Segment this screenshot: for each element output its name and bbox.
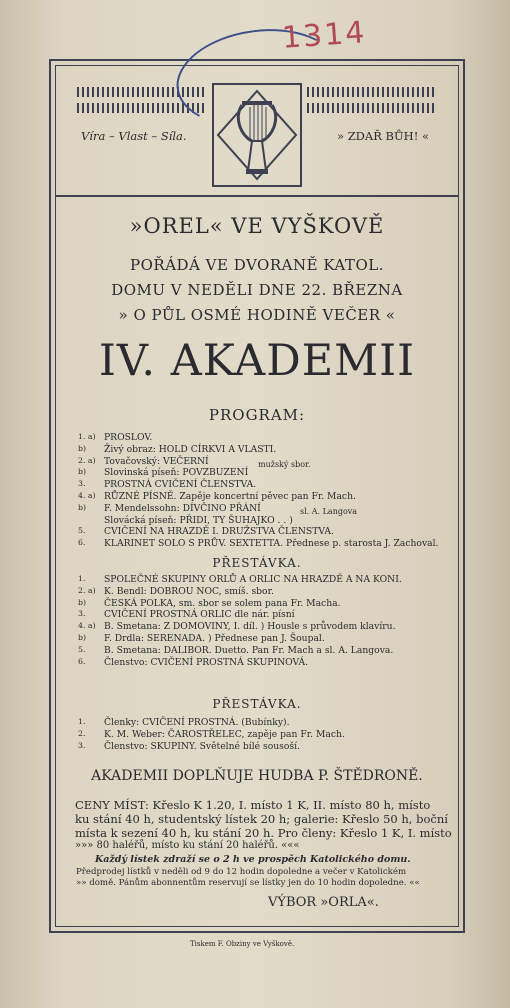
program-item-text: F. Drdla: SERENADA. ) Přednese pan J. Šoupal.	[104, 633, 325, 644]
program-item-number: 4. a)	[78, 491, 96, 500]
program-item-number: 4. a)	[78, 621, 96, 631]
price-line: ku stání 40 h, studentský lístek 20 h; galerie: Křeslo 50 h, boční	[75, 812, 448, 826]
program-item-text: K. Bendl: DOBROU NOC, smíš. sbor.	[104, 585, 274, 597]
title-line-1: »OREL« VE VYŠKOVĚ	[129, 214, 385, 238]
intermission-1: PŘESTÁVKA.	[212, 556, 302, 570]
program-item-number: 1.	[78, 574, 86, 583]
program-item-number: 6.	[78, 538, 86, 548]
motto-right: » ZDAŘ BŮH! «	[337, 129, 430, 143]
program-item-note: sl. A. Langova	[300, 506, 358, 516]
program-item-text: F. Mendelssohn: DÍVČINO PŘÁNÍ	[104, 502, 261, 514]
signature: VÝBOR »ORLA«.	[268, 895, 379, 910]
title-line-4: » O PŮL OSMÉ HODINĚ VEČER «	[118, 306, 396, 324]
ornament-stripe	[307, 103, 437, 113]
program-item-number: 1.	[78, 717, 86, 726]
price-line: »»» 80 haléřů, místo ku stání 20 haléřů. «««	[75, 840, 300, 851]
title-line-3: DOMU V NEDĚLI DNE 22. BŘEZNA	[111, 281, 403, 299]
program-item-text: Tovačovský: VEČERNÍ	[104, 455, 209, 467]
price-line: CENY MÍST: Křeslo K 1.20, I. místo 1 K, II. místo 80 h, místo	[75, 798, 431, 812]
price-line: místa k sezení 40 h, ku stání 20 h. Pro členy: Křeslo 1 K, I. místo	[75, 826, 452, 840]
program-item-text: PROSTNÁ CVIČENÍ ČLENSTVA.	[104, 479, 257, 491]
program-heading: PROGRAM:	[208, 406, 306, 424]
program-item-number: b)	[78, 443, 87, 453]
program-item-text: CVIČENÍ PROSTNÁ ORLIC dle nár. písní	[104, 609, 295, 621]
program-item-number: 3.	[78, 479, 86, 489]
program-item-number: 3.	[78, 740, 86, 750]
presale-line: Předprodej lístků v neděli od 9 do 12 hodin dopoledne a večer v Katolickém	[76, 867, 407, 877]
program-item-number: b)	[78, 502, 87, 512]
program-item-number: 3.	[78, 609, 86, 619]
program-item-number: 6.	[78, 656, 86, 666]
main-title: IV. AKADEMII	[98, 336, 416, 386]
program-item-text: Členstvo: CVIČENÍ PROSTNÁ SKUPINOVÁ.	[104, 656, 309, 668]
program-item-text: RŮZNÉ PÍSNĚ. Zapěje koncertní pěvec pan Fr. Mach.	[104, 491, 356, 502]
program-item-note: mužský sbor.	[258, 459, 311, 469]
intermission-2: PŘESTÁVKA.	[212, 697, 302, 711]
pencil-catalog-number: 1314	[280, 15, 368, 56]
program-item-number: 5.	[78, 644, 86, 654]
program-item-text: KLARINET SOLO S PRŮV. SEXTETTA. Přednese p. starosta J. Zachoval.	[104, 538, 439, 550]
program-item-number: b)	[78, 597, 87, 607]
title-line-2: POŘÁDÁ VE DVORANĚ KATOL.	[130, 256, 384, 274]
program-item-text: K. M. Weber: ČAROSTŘELEC, zapěje pan Fr. Mach.	[104, 728, 345, 740]
program-item-number: 2. a)	[78, 585, 96, 595]
program-item-number: 1. a)	[78, 432, 96, 441]
presale-line: »» domě. Pánům abonnentům reservují se lístky jen do 10 hodin dopoledne. ««	[76, 878, 420, 888]
program-item-text: B. Smetana: DALIBOR. Duetto. Pan Fr. Mach a sl. A. Langova.	[104, 644, 394, 656]
program-item-text: PROSLOV.	[104, 432, 153, 443]
tax-note: Každý lístek zdraží se o 2 h ve prospěch Katolického domu.	[95, 854, 411, 865]
program-item-text: SPOLEČNÉ SKUPINY ORLŮ A ORLIC NA HRAZDĚ A NA KONI.	[104, 574, 402, 585]
program-item-number: b)	[78, 467, 87, 477]
program-item-text: Živý obraz: HOLD CÍRKVI A VLASTI.	[104, 443, 277, 455]
printer-credit: Tiskem F. Obziny ve Vyškově.	[190, 940, 295, 948]
program-item-text: CVIČENÍ NA HRAZDĚ I. DRUŽSTVA ČLENSTVA.	[104, 526, 334, 538]
program-item-text: Členky: CVIČENÍ PROSTNÁ. (Bubínky).	[104, 717, 290, 728]
program-item-text: Členstvo: SKUPINY. Světelné bílé sousoší.	[104, 740, 300, 752]
program-item-number: 5.	[78, 526, 86, 536]
program-item-text: ČESKÁ POLKA, sm. sbor se solem pana Fr. Macha.	[104, 597, 341, 609]
program-item-number: 2.	[78, 728, 86, 738]
motto-left: Víra – Vlast – Síla.	[81, 129, 187, 143]
program-item-number: b)	[78, 633, 87, 642]
music-line: AKADEMII DOPLŇUJE HUDBA P. ŠTĚDRONĚ.	[91, 768, 423, 784]
program-item-text: Slovinská píseň: POVZBUZENÍ	[104, 467, 249, 479]
program-item-text: Slovácká píseň: PŘIDI, TY ŠUHAJKO . . )	[104, 514, 293, 526]
program-item-text: B. Smetana: Z DOMOVINY, I. díl. ) Housle s průvodem klavíru.	[104, 621, 396, 633]
program-item-number: 2. a)	[78, 455, 96, 465]
